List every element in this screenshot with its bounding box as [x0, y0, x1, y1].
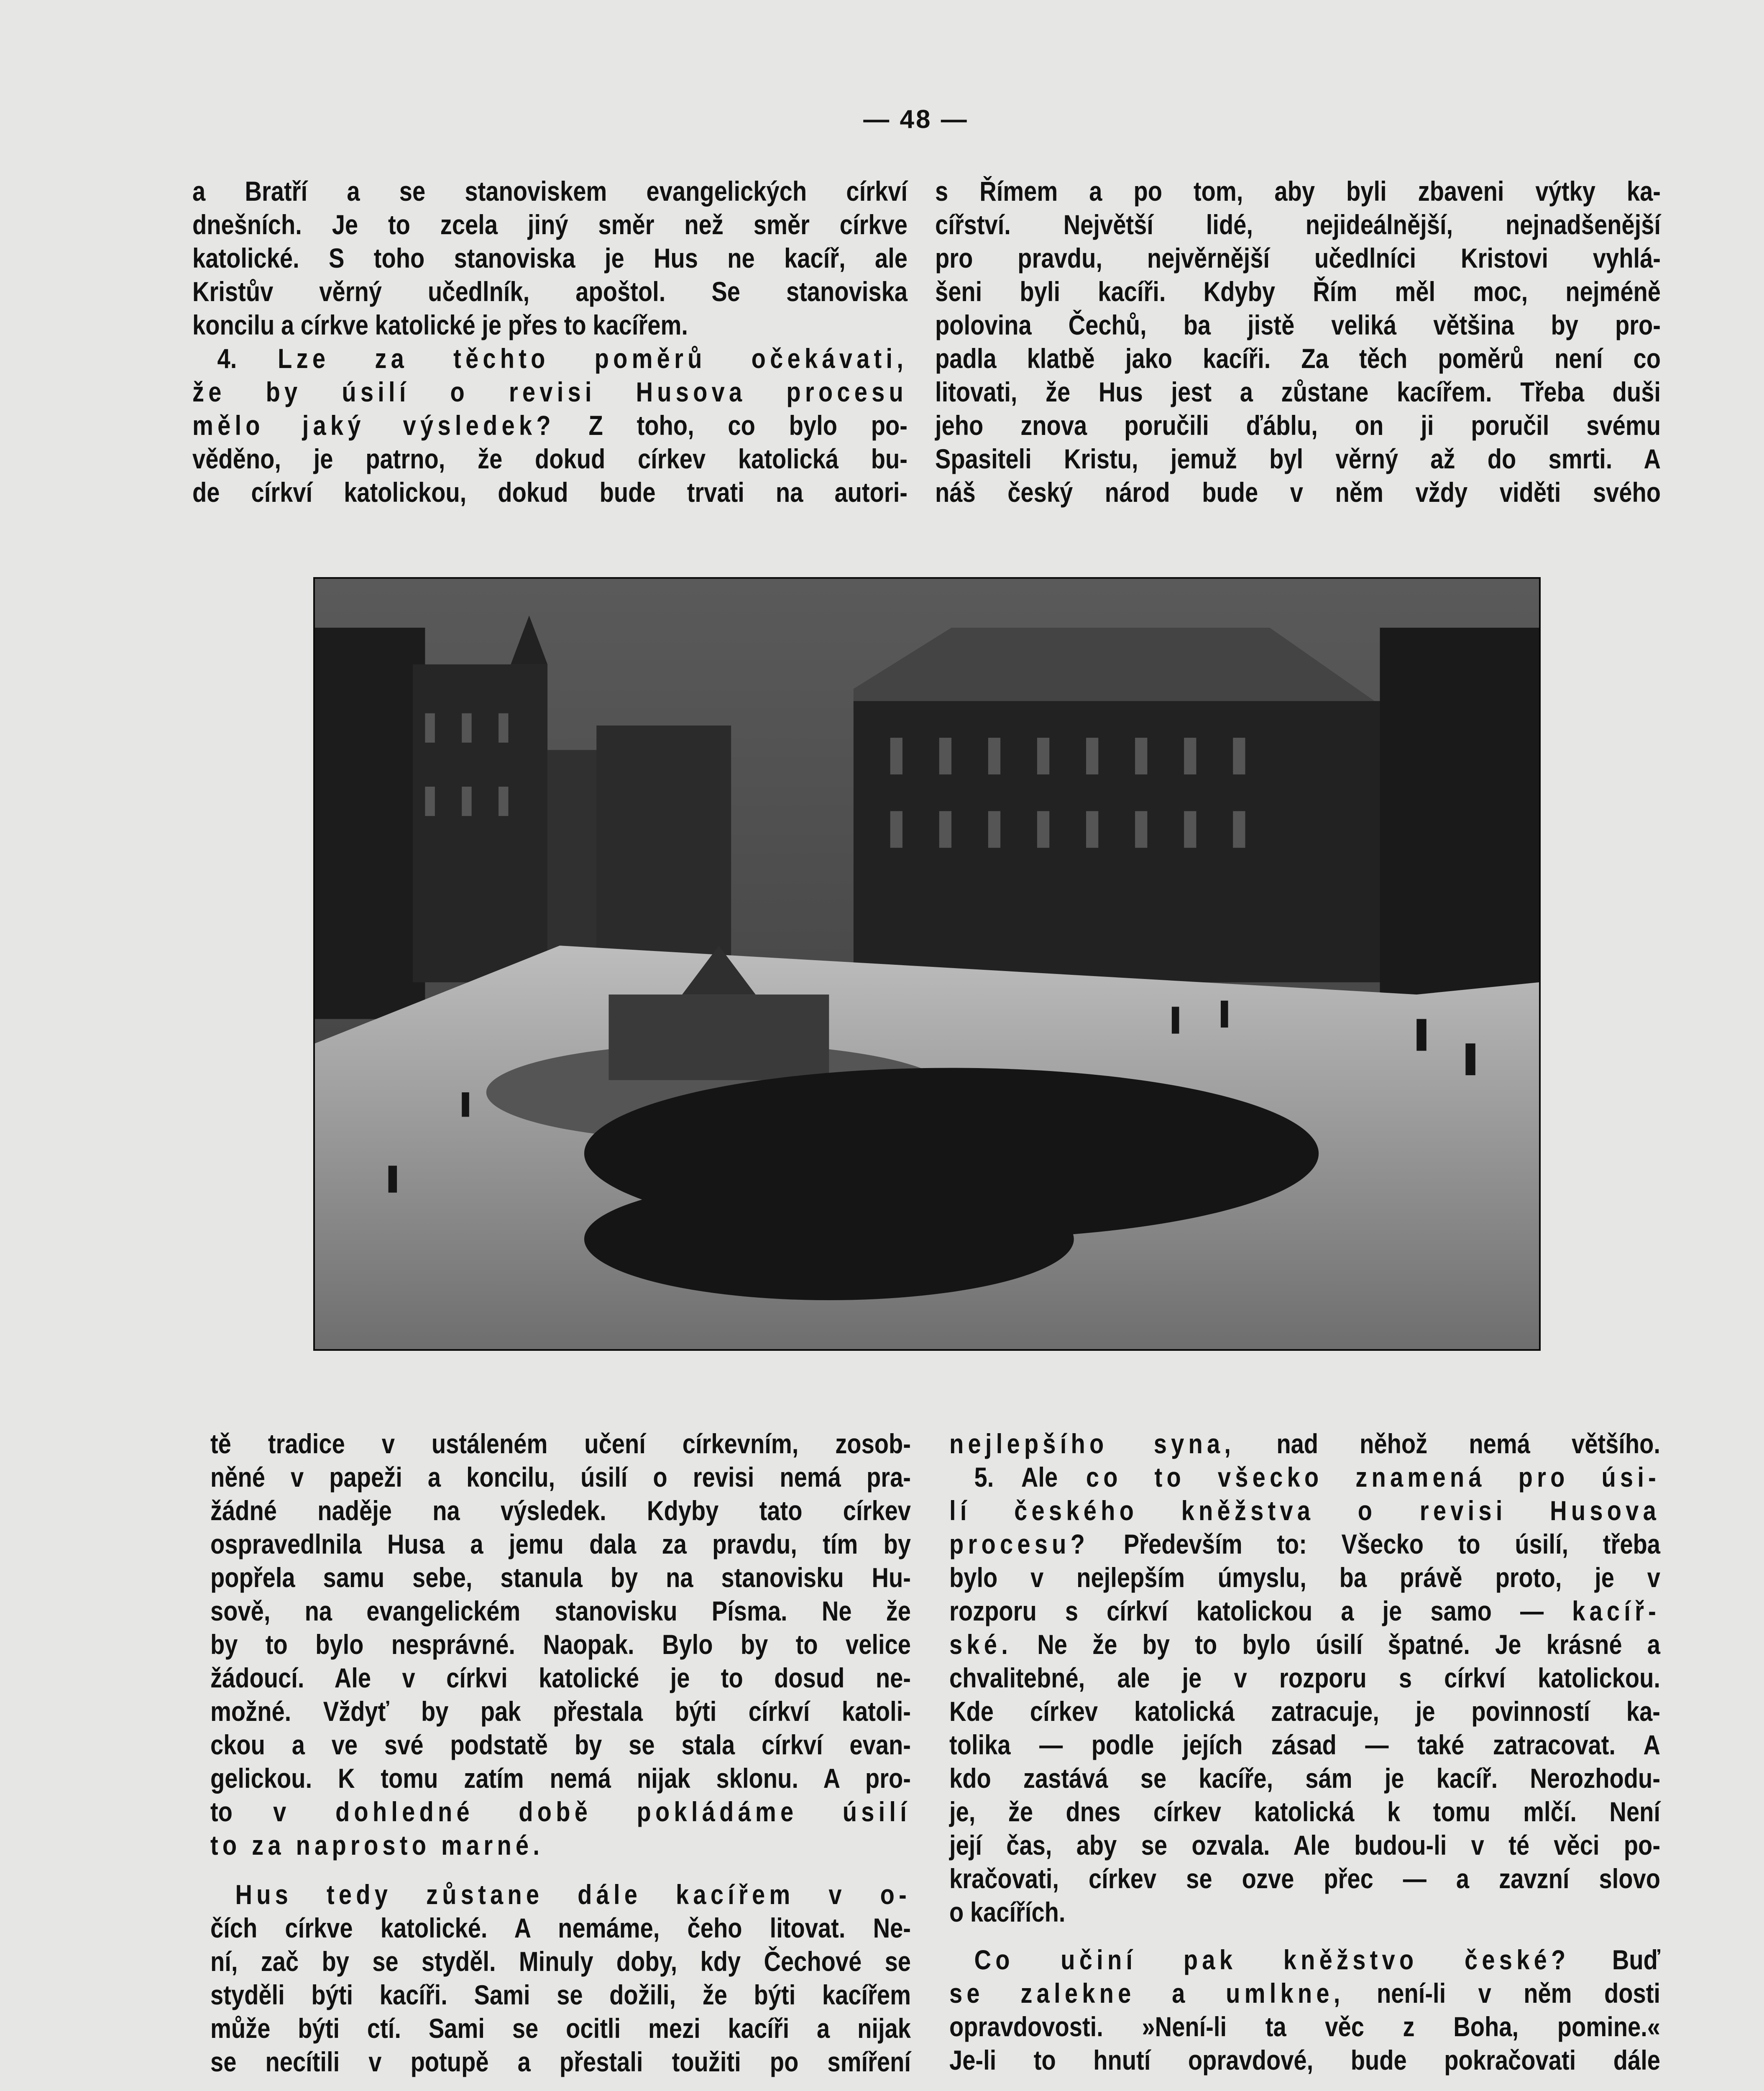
- text-line: [192, 308, 908, 342]
- text-line: [210, 1695, 911, 1728]
- text-segment: ckou a ve své podstatě by se stala církví evan-: [210, 1729, 911, 1760]
- emphasized-text: kacíř-: [1572, 1595, 1660, 1626]
- text-segment: Ne že by to bylo úsilí špatné. Je krásné a: [1012, 1629, 1660, 1660]
- text-line: [192, 475, 908, 509]
- text-line: [949, 1661, 1660, 1695]
- text-line: [935, 409, 1661, 442]
- text-line: [210, 1594, 911, 1628]
- text-segment: popřela samu sebe, stanula by na stanovisku Hu-: [210, 1562, 911, 1593]
- text-line: [192, 208, 908, 241]
- text-line: [949, 1594, 1660, 1628]
- text-segment: žádoucí. Ale v církvi katolické je to dosud ne-: [210, 1662, 911, 1693]
- emphasized-text: že by úsilí o revisi Husova procesu: [192, 376, 908, 407]
- text-segment: chvalitebné, ale je v rozporu s církví katolickou.: [949, 1662, 1660, 1693]
- text-line: [949, 1828, 1660, 1862]
- text-line: [935, 442, 1661, 475]
- text-segment: styděli býti kacíři. Sami se dožili, že býti kacířem: [210, 1979, 911, 2010]
- text-segment: cířství. Největší lidé, nejideálnější, nejnadšenější: [935, 209, 1661, 240]
- paragraph-block: [949, 1943, 1764, 2077]
- text-line: [192, 342, 908, 375]
- text-segment: ospravedlnila Husa a jemu dala za pravdu, tím by: [210, 1529, 911, 1559]
- photograph-old-town-square-hus-monument: [313, 577, 1541, 1351]
- text-line: [210, 1828, 911, 1862]
- text-line: [949, 1795, 1660, 1828]
- text-segment: kračovati, církev se ozve přec — a zavzní slovo: [949, 1863, 1660, 1894]
- text-segment: katolické. S toho stanoviska je Hus ne kacíř, ale: [192, 243, 908, 274]
- text-segment: je, že dnes církev katolická k tomu mlčí. Není: [949, 1796, 1660, 1827]
- text-line: [935, 275, 1661, 308]
- page-number: — 48 —: [863, 105, 969, 134]
- paragraph-block: [210, 1427, 1035, 1862]
- paragraph-block: [192, 174, 1034, 509]
- text-line: [949, 1427, 1660, 1460]
- text-segment: sově, na evangelickém stanovisku Písma. Ne že: [210, 1595, 911, 1626]
- text-line: [949, 2043, 1660, 2077]
- text-segment: s Římem a po tom, aby byli zbaveni výtky ka-: [935, 176, 1661, 207]
- text-segment: rozporu s církví katolickou a je samo —: [949, 1595, 1572, 1626]
- text-line: [935, 308, 1661, 342]
- text-line: [949, 1761, 1660, 1795]
- text-line: [192, 375, 908, 409]
- text-line: [935, 375, 1661, 409]
- emphasized-text: Lze za těchto poměrů očekávati,: [278, 343, 908, 374]
- text-segment: gelickou. K tomu zatím nemá nijak sklonu. A pro-: [210, 1763, 911, 1794]
- emphasized-text: v dohledné době pokládáme úsilí: [273, 1796, 911, 1827]
- text-line: [210, 1978, 911, 2012]
- text-segment: může býti ctí. Sami se ocitli mezi kacíři a nijak: [210, 2013, 911, 2044]
- text-segment: a Bratří a se stanoviskem evangelických církví: [192, 176, 908, 207]
- text-segment: její čas, aby se ozvala. Ale budou-li v té věci po-: [949, 1830, 1660, 1861]
- text-line: [949, 1460, 1660, 1494]
- text-line: [210, 1728, 911, 1761]
- text-segment: něné v papeži a koncilu, úsilí o revisi nemá pra-: [210, 1462, 911, 1493]
- text-line: [949, 2010, 1660, 2043]
- text-segment: tě tradice v ustáleném učení církevním, zosob-: [210, 1428, 911, 1459]
- text-segment: to: [210, 1796, 274, 1827]
- text-line: [210, 1460, 911, 1494]
- text-segment: polovina Čechů, ba jistě veliká většina by pro-: [935, 309, 1661, 340]
- text-segment: o kacířích.: [949, 1897, 1066, 1927]
- text-line: [949, 1976, 1660, 2010]
- text-line: [192, 442, 908, 475]
- text-line: [949, 1695, 1660, 1728]
- emphasized-text: procesu?: [949, 1529, 1089, 1559]
- text-line: [210, 1761, 911, 1795]
- text-line: [210, 1527, 911, 1561]
- text-segment: Z toho, co bylo po-: [555, 410, 908, 441]
- text-segment: dnešních. Je to zcela jiný směr než směr církve: [192, 209, 908, 240]
- text-line: [210, 1911, 911, 1945]
- text-line: [949, 1895, 1660, 1929]
- text-line: [949, 1628, 1660, 1661]
- text-segment: Kde církev katolická zatracuje, je povinností ka-: [949, 1696, 1660, 1727]
- text-line: [192, 275, 908, 308]
- emphasized-text: mělo jaký výsledek?: [192, 410, 555, 441]
- emphasized-text: ské.: [949, 1629, 1012, 1660]
- text-line: [210, 1427, 911, 1460]
- text-segment: věděno, je patrno, že dokud církev katolická bu-: [192, 443, 908, 474]
- emphasized-text: Co učiní pak kněžstvo české?: [974, 1944, 1570, 1975]
- text-line: [210, 2045, 911, 2078]
- text-line: [949, 1728, 1660, 1761]
- text-segment: padla klatbě jako kacíři. Za těch poměrů není co: [935, 343, 1661, 374]
- text-segment: Buď: [1570, 1944, 1660, 1975]
- text-segment: Kristův věrný učedlník, apoštol. Se stanoviska: [192, 276, 908, 307]
- emphasized-text: lí českého kněžstva o revisi Husova: [949, 1495, 1660, 1526]
- text-segment: Je-li to hnutí opravdové, bude pokračovati dále: [949, 2045, 1660, 2076]
- text-segment: kdo zastává se kacíře, sám je kacíř. Nerozhodu-: [949, 1763, 1660, 1794]
- text-line: [949, 1527, 1660, 1561]
- paragraph-block: [949, 1427, 1764, 1929]
- text-line: [210, 1945, 911, 1978]
- text-line: [192, 409, 908, 442]
- text-segment: nad něhož nemá většího.: [1235, 1428, 1661, 1459]
- emphasized-text: to za naprosto marné.: [210, 1830, 544, 1861]
- text-segment: šeni byli kacíři. Kdyby Řím měl moc, nejméně: [935, 276, 1661, 307]
- text-segment: tolika — podle jejích zásad — také zatracovat. A: [949, 1729, 1660, 1760]
- text-line: [949, 1561, 1660, 1594]
- text-segment: pro pravdu, nejvěrnější učedlníci Kristovi vyhlá-: [935, 243, 1661, 274]
- text-segment: opravdovosti. »Není-li ta věc z Boha, pomine.«: [949, 2011, 1660, 2042]
- text-line: [949, 1862, 1660, 1895]
- text-segment: Především to: Všecko to úsilí, třeba: [1089, 1529, 1660, 1559]
- text-line: [192, 174, 908, 208]
- text-line: [935, 241, 1661, 275]
- emphasized-text: co to všecko znamená pro úsi-: [1086, 1462, 1660, 1493]
- text-segment: možné. Vždyť by pak přestala býti církví katoli-: [210, 1696, 911, 1727]
- text-segment: náš český národ bude v něm vždy viděti svého: [935, 477, 1661, 508]
- emphasized-text: Hus tedy zůstane dále kacířem v o-: [235, 1879, 911, 1910]
- text-line: [210, 2012, 911, 2045]
- text-segment: 5. Ale: [974, 1462, 1086, 1493]
- paragraph-block: [935, 174, 1764, 509]
- text-segment: žádné naděje na výsledek. Kdyby tato církev: [210, 1495, 911, 1526]
- text-line: [935, 342, 1661, 375]
- text-line: [210, 1628, 911, 1661]
- text-segment: není-li v něm dosti: [1344, 1978, 1660, 2009]
- text-line: [210, 1661, 911, 1695]
- text-line: [935, 475, 1661, 509]
- text-segment: bylo v nejlepším úmyslu, ba právě proto, je v: [949, 1562, 1660, 1593]
- text-line: [935, 208, 1661, 241]
- paragraph-block: [210, 1878, 1035, 2078]
- emphasized-text: nejlepšího syna,: [949, 1428, 1235, 1459]
- text-segment: ní, zač by se styděl. Minuly doby, kdy Čechové se: [210, 1946, 911, 1977]
- text-line: [210, 1561, 911, 1594]
- text-segment: koncilu a církve katolické je přes to kacířem.: [192, 309, 688, 340]
- text-segment: de církví katolickou, dokud bude trvati na autori-: [192, 477, 908, 508]
- text-line: [949, 1943, 1660, 1976]
- text-line: [935, 174, 1661, 208]
- text-line: [210, 1494, 911, 1527]
- text-line: [210, 1878, 911, 1911]
- text-segment: čích církve katolické. A nemáme, čeho litovat. Ne-: [210, 1912, 911, 1943]
- text-line: [192, 241, 908, 275]
- emphasized-text: se zalekne a umlkne,: [949, 1978, 1345, 2009]
- text-segment: litovati, že Hus jest a zůstane kacířem. Třeba duši: [935, 376, 1661, 407]
- text-segment: by to bylo nesprávné. Naopak. Bylo by to velice: [210, 1629, 911, 1660]
- text-segment: Spasiteli Kristu, jemuž byl věrný až do smrti. A: [935, 443, 1661, 474]
- text-segment: se necítili v potupě a přestali toužiti po smíření: [210, 2046, 911, 2077]
- text-segment: jeho znova poručili ďáblu, on ji poručil svému: [935, 410, 1661, 441]
- text-line: [949, 1494, 1660, 1527]
- text-line: [210, 1795, 911, 1828]
- text-segment: 4.: [217, 343, 278, 374]
